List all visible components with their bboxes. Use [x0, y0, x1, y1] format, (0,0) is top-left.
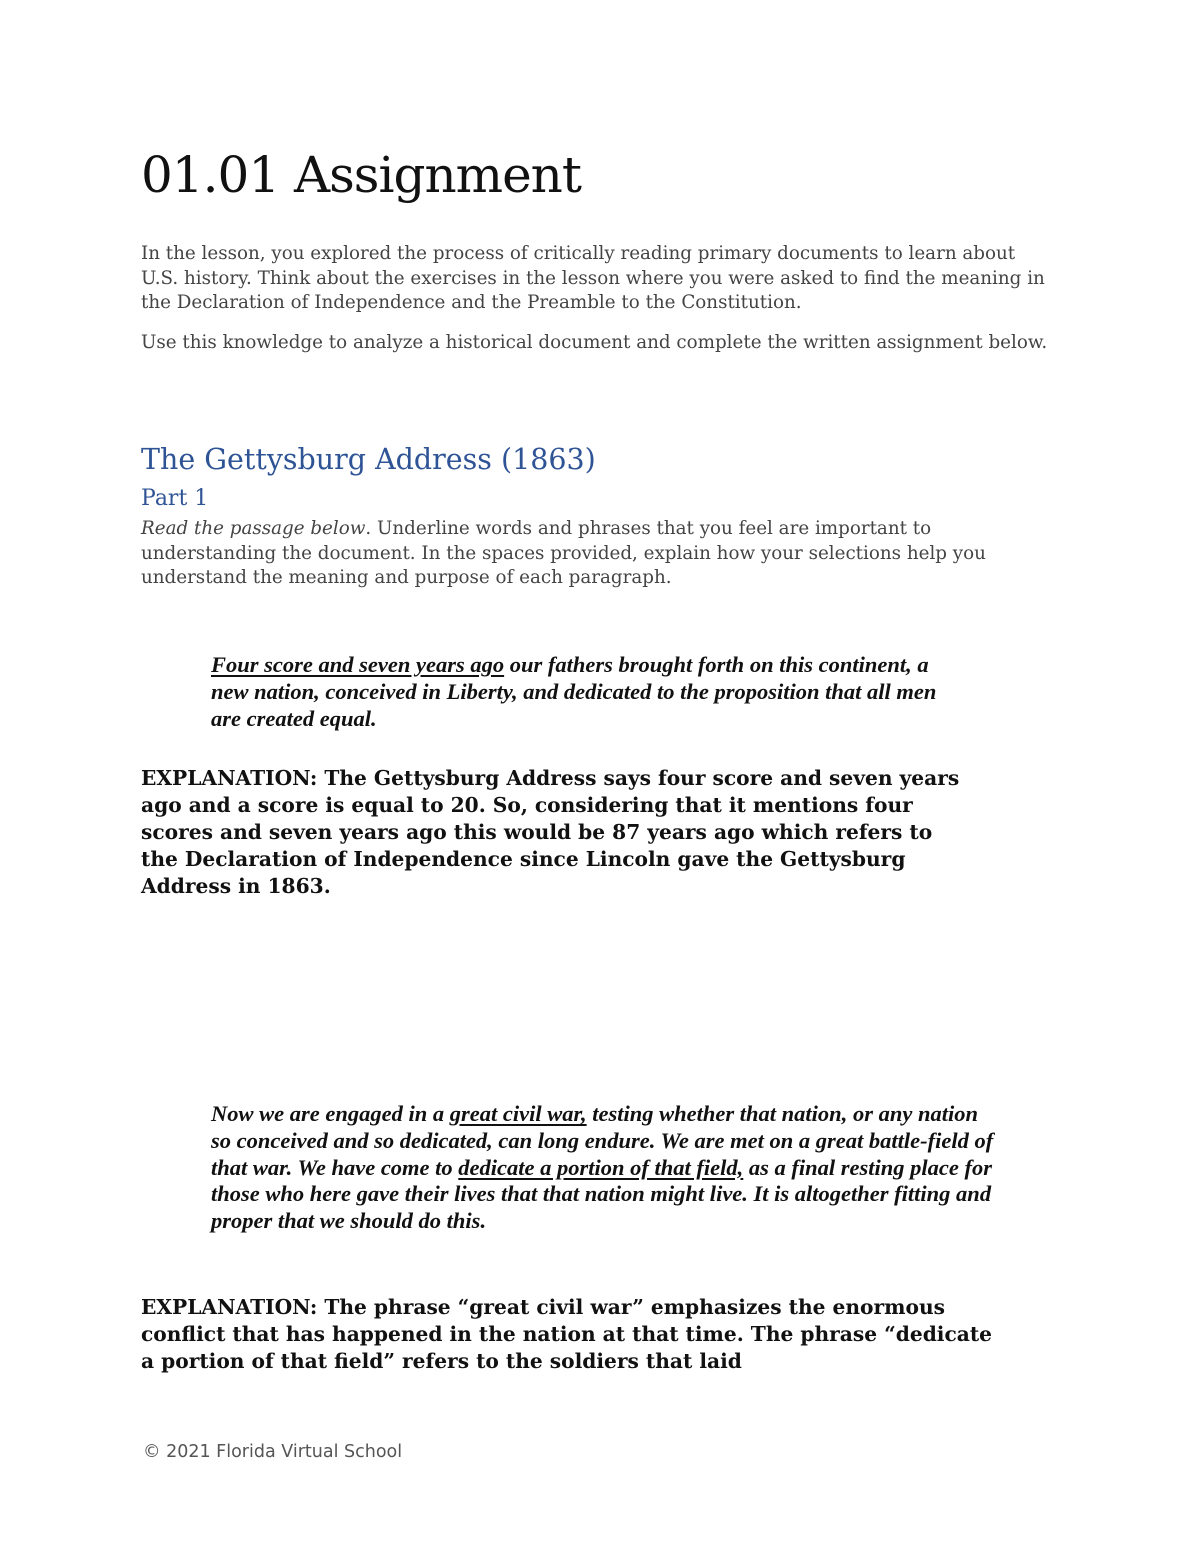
passage-2-text-2: testing whether that nation, or any nation so conceived and so dedicated, can long endure. We are met on a great battle-field of that war. We have come to — [211, 1101, 994, 1180]
passage-2-text-1: Now we are engaged in a — [211, 1101, 450, 1126]
intro-paragraph-1: In the lesson, you explored the process of critically reading primary documents to learn about U.S. history. Think about the exercises in the lesson where you were asked to find the meaning in the Declaration of Independence and the Preamble to the Constitution. — [141, 243, 1045, 313]
instructions — [141, 517, 1021, 591]
instructions-italic: Read the passage below — [141, 518, 366, 539]
passage-1 — [211, 652, 951, 732]
instructions-rest: . Underline words and phrases that you feel are important to understanding the document. In the spaces provided, explain how your selections help you understand the meaning and purpose of each paragraph. — [141, 518, 986, 588]
passage-2-text-3: as a final resting place for those who here gave their lives that that nation might live. It is altogether fitting and proper that we should do this. — [211, 1154, 993, 1234]
passage-2-underline-1: great civil war, — [449, 1101, 587, 1126]
explanation-2: EXPLANATION: The phrase “great civil war” emphasizes the enormous conflict that has happened in the nation at that time. The phrase “dedicate a portion of that field” refers to the soldiers that laid — [141, 1295, 993, 1373]
passage-1-text-1: our fathers brought forth on this continent, a new nation, conceived in Liberty, and dedicated to the proposition that all men are created equal. — [211, 652, 937, 731]
assignment-title: 01.01 Assignment — [141, 146, 581, 204]
passage-1-underline-1: Four score and seven years ago — [211, 652, 505, 677]
intro-paragraph-2: Use this knowledge to analyze a historical document and complete the written assignment below. — [141, 332, 1048, 353]
passage-2-underline-2: dedicate a portion of that field, — [458, 1154, 744, 1180]
explanation-1: EXPLANATION: The Gettysburg Address says four score and seven years ago and a score is equal to 20. So, considering that it mentions four scores and seven years ago this would be 87 years ago which refers to the Declaration of Independence since Lincoln gave the Gettysburg Address in 1863. — [141, 766, 960, 898]
section-title: The Gettysburg Address (1863) — [141, 443, 596, 476]
copyright-footer: © 2021 Florida Virtual School — [143, 1442, 403, 1462]
part-title: Part 1 — [141, 486, 209, 511]
passage-2 — [211, 1101, 1001, 1235]
